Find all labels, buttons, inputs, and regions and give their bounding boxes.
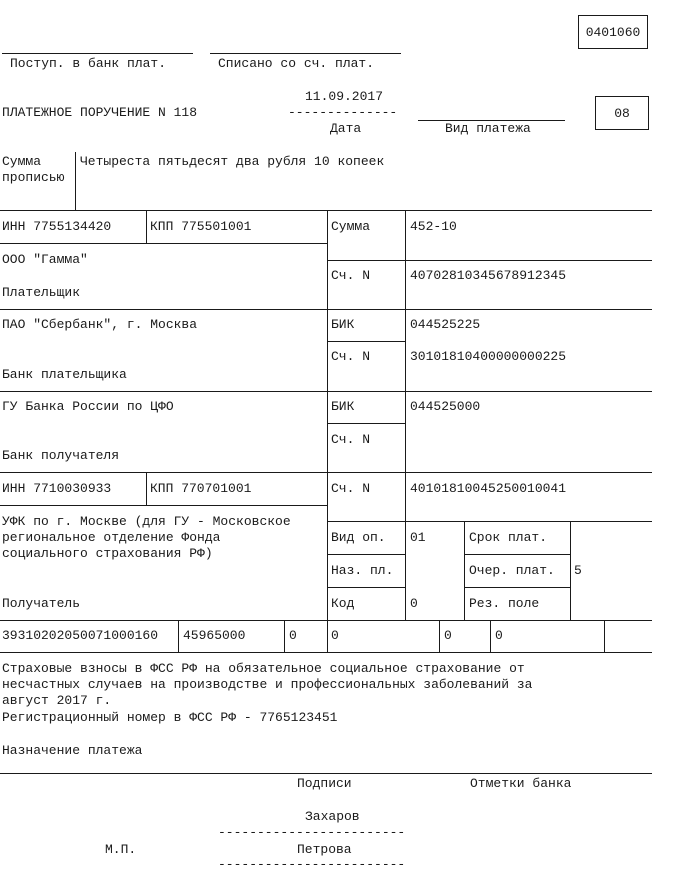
stamp-label: М.П. <box>105 842 137 857</box>
grid-line-payer-bank-acct <box>327 341 405 342</box>
tax-col-2 <box>284 620 285 652</box>
payee-kpp: КПП 770701001 <box>150 481 252 496</box>
payee-bank-label: Банк получателя <box>2 448 120 463</box>
op-type-value: 01 <box>410 530 426 545</box>
tax-field-doc-number: 0 <box>444 628 452 643</box>
signer-2: Петрова <box>297 842 352 857</box>
payer-kpp: КПП 775501001 <box>150 219 252 234</box>
tax-col-5 <box>490 620 491 652</box>
signer-1: Захаров <box>305 809 360 824</box>
term-label: Срок плат. <box>469 530 548 545</box>
grid-line-payee <box>0 620 652 621</box>
status-code: 08 <box>614 105 630 121</box>
payee-account-label: Сч. N <box>331 481 371 496</box>
purpose-line-1: Страховые взносы в ФСС РФ на обязательное социальное страхование от <box>2 661 525 676</box>
amount-words-divider <box>75 152 76 210</box>
payee-inn: ИНН 7710030933 <box>2 481 112 496</box>
payee-label: Получатель <box>2 596 81 611</box>
payee-bank-bik-label: БИК <box>331 399 355 414</box>
signature-line-2: ------------------------ <box>218 857 406 872</box>
payee-name-2: региональное отделение Фонда <box>2 530 221 545</box>
payment-type-label: Вид платежа <box>445 121 531 136</box>
payer-inn: ИНН 7755134420 <box>2 219 112 234</box>
payer-bank-bik: 044525225 <box>410 317 481 332</box>
purpose-line-3: август 2017 г. <box>2 693 112 708</box>
tax-field-kbk: 39310202050071000160 <box>2 628 159 643</box>
status-code-box <box>595 96 649 130</box>
signatures-label: Подписи <box>297 776 352 791</box>
grid-line-payer <box>0 309 652 310</box>
sum-label: Сумма <box>331 219 371 234</box>
date-underline: -------------- <box>288 105 398 120</box>
op-type-label: Вид оп. <box>331 530 386 545</box>
purpose-code-label: Наз. пл. <box>331 563 394 578</box>
payer-bank-name: ПАО "Сбербанк", г. Москва <box>2 317 198 332</box>
signature-line-1: ------------------------ <box>218 825 406 840</box>
bank-marks-label: Отметки банка <box>470 776 572 791</box>
grid-line-opfield-1b <box>464 554 570 555</box>
priority-label: Очер. плат. <box>469 563 555 578</box>
amount-words-label-2: прописью <box>2 170 65 185</box>
grid-col-inn-kpp <box>146 210 147 243</box>
grid-line-opfield-2b <box>464 587 570 588</box>
form-code: 0401060 <box>585 24 641 40</box>
date-label: Дата <box>330 121 362 136</box>
debited-label: Списано со сч. плат. <box>218 56 375 71</box>
payer-label: Плательщик <box>2 285 81 300</box>
grid-col-left <box>327 210 328 652</box>
tax-field-basis: 0 <box>289 628 297 643</box>
grid-col-payee-inn-kpp <box>146 472 147 505</box>
payer-account: 40702810345678912345 <box>410 268 567 283</box>
purpose-bottom-line <box>0 773 652 774</box>
payer-bank-bik-label: БИК <box>331 317 355 332</box>
payer-account-label: Сч. N <box>331 268 371 283</box>
grid-line-opfield-2 <box>327 587 405 588</box>
grid-col-mid <box>405 210 406 620</box>
purpose-line-2: несчастных случаев на производстве и профессиональных заболеваний за <box>2 677 533 692</box>
payer-name: ООО "Гамма" <box>2 252 88 267</box>
received-label: Поступ. в банк плат. <box>10 56 167 71</box>
grid-line-payee-bank-acct <box>327 423 405 424</box>
tax-field-doc-date: 0 <box>495 628 503 643</box>
grid-line-payee-acct <box>327 521 652 522</box>
tax-field-period: 0 <box>331 628 339 643</box>
tax-col-4 <box>439 620 440 652</box>
reserve-label: Рез. поле <box>469 596 540 611</box>
payee-account: 40101810045250010041 <box>410 481 567 496</box>
payer-bank-account-label: Сч. N <box>331 349 371 364</box>
grid-line-inn <box>0 243 327 244</box>
order-date: 11.09.2017 <box>305 89 384 104</box>
amount-words: Четыреста пятьдесят два рубля 10 копеек <box>80 154 385 169</box>
debited-line <box>210 53 401 54</box>
grid-line-payee-inn <box>0 505 327 506</box>
code-value: 0 <box>410 596 418 611</box>
tax-col-1 <box>178 620 179 652</box>
grid-line-top <box>0 210 652 211</box>
code-label: Код <box>331 596 355 611</box>
purpose-label: Назначение платежа <box>2 743 143 758</box>
tax-field-oktmo: 45965000 <box>183 628 246 643</box>
form-code-box <box>578 15 648 49</box>
payee-bank-name: ГУ Банка России по ЦФО <box>2 399 174 414</box>
tax-col-6 <box>604 620 605 652</box>
amount-words-label-1: Сумма <box>2 154 42 169</box>
grid-line-tax <box>0 652 652 653</box>
sum-value: 452-10 <box>410 219 457 234</box>
grid-line-opfield-1 <box>327 554 405 555</box>
payee-bank-bik: 044525000 <box>410 399 481 414</box>
page-title: ПЛАТЕЖНОЕ ПОРУЧЕНИЕ N 118 <box>2 105 198 120</box>
grid-line-payer-acct <box>327 260 652 261</box>
grid-line-payer-bank <box>0 391 652 392</box>
received-line <box>2 53 193 54</box>
payee-bank-account-label: Сч. N <box>331 432 371 447</box>
payer-bank-account: 30101810400000000225 <box>410 349 567 364</box>
grid-line-payee-bank <box>0 472 652 473</box>
payee-name-3: социального страхования РФ) <box>2 546 213 561</box>
grid-col-term-right <box>570 521 571 620</box>
grid-col-term-left <box>464 521 465 620</box>
payee-name-1: УФК по г. Москве (для ГУ - Московское <box>2 514 291 529</box>
payer-bank-label: Банк плательщика <box>2 367 127 382</box>
purpose-line-4: Регистрационный номер в ФСС РФ - 7765123451 <box>2 710 338 725</box>
priority-value: 5 <box>574 563 582 578</box>
